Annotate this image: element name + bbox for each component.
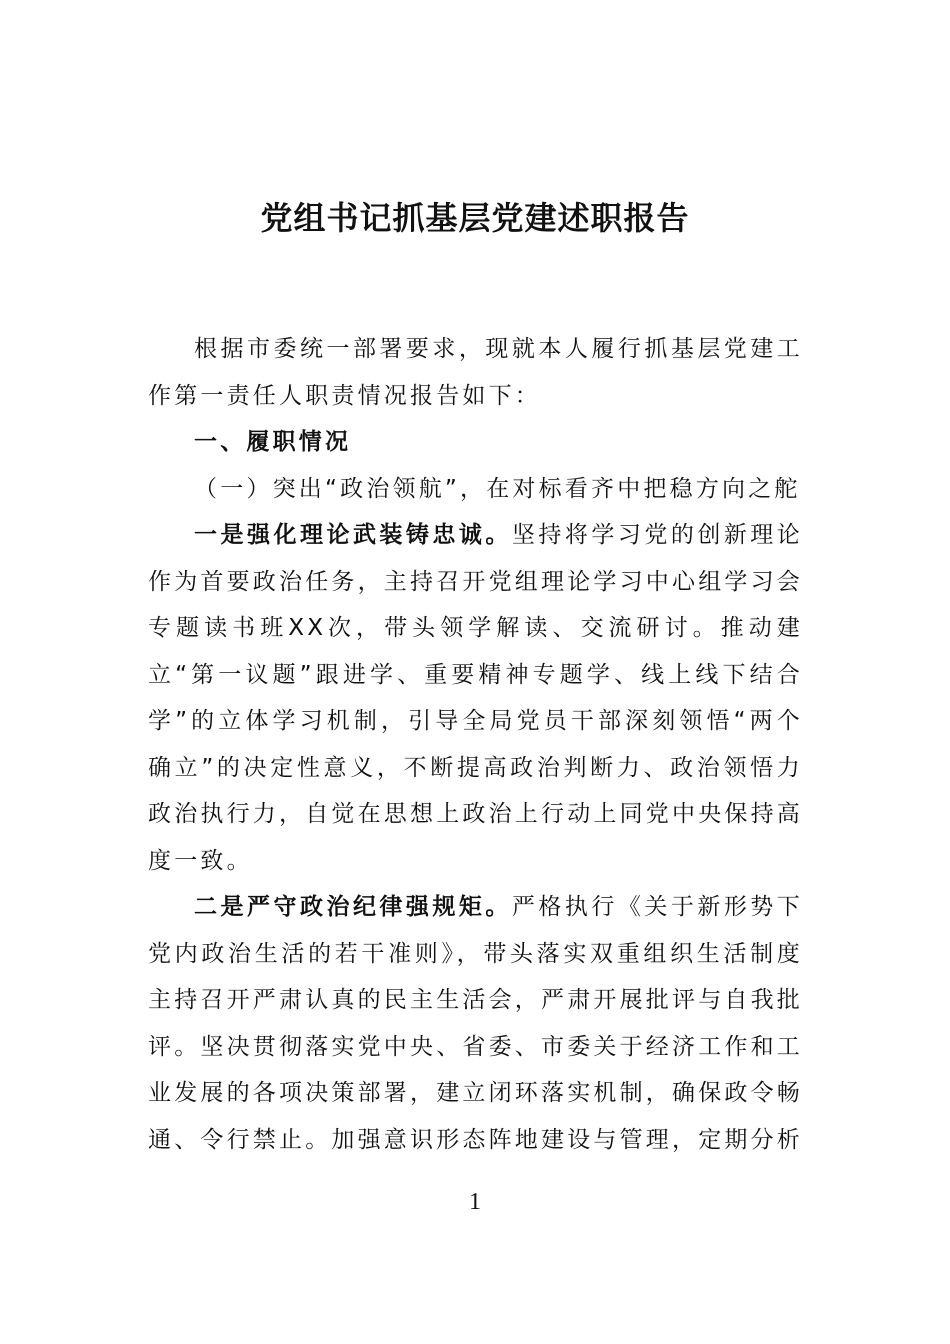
paragraph-lead: 二是严守政治纪律强规矩。: [194, 894, 512, 920]
body-paragraph-1: [148, 512, 803, 884]
section-heading: 一、履职情况: [194, 429, 352, 455]
paragraph-text: 严格执行《关于新形势下党内政治生活的若干准则》，带头落实双重组织生活制度主持召开严肃认真的民主生活会，严肃开展批评与自我批评。坚决贯彻落实党中央、省委、市委关于经济工作和工业发展的各项决策部署，建立闭环落实机制，确保政令畅通、令行禁止。加强意识形态阵地建设与管理，定期分析: [148, 894, 803, 1153]
intro-paragraph: 根据市委统一部署要求，现就本人履行抓基层党建工作第一责任人职责情况报告如下：: [148, 336, 803, 409]
paragraph-lead: 一是强化理论武装铸忠诚。: [194, 522, 512, 548]
body-paragraph-2: [148, 884, 803, 1163]
paragraph-text: 坚持将学习党的创新理论作为首要政治任务，主持召开党组理论学习中心组学习会专题读书班XX次，带头领学解读、交流研讨。推动建立“第一议题”跟进学、重要精神专题学、线上线下结合学”的立体学习机制，引导全局党员干部深刻领悟“两个确立”的决定性意义，不断提高政治判断力、政治领悟力政治执行力，自觉在思想上政治上行动上同党中央保持高度一致。: [148, 522, 803, 874]
subsection-heading: （一）突出“政治领航”，在对标看齐中把稳方向之舵: [194, 475, 801, 502]
document-title: 党组书记抓基层党建述职报告: [260, 199, 690, 237]
page-number: 1: [469, 1189, 481, 1215]
document-body: [148, 326, 803, 1163]
